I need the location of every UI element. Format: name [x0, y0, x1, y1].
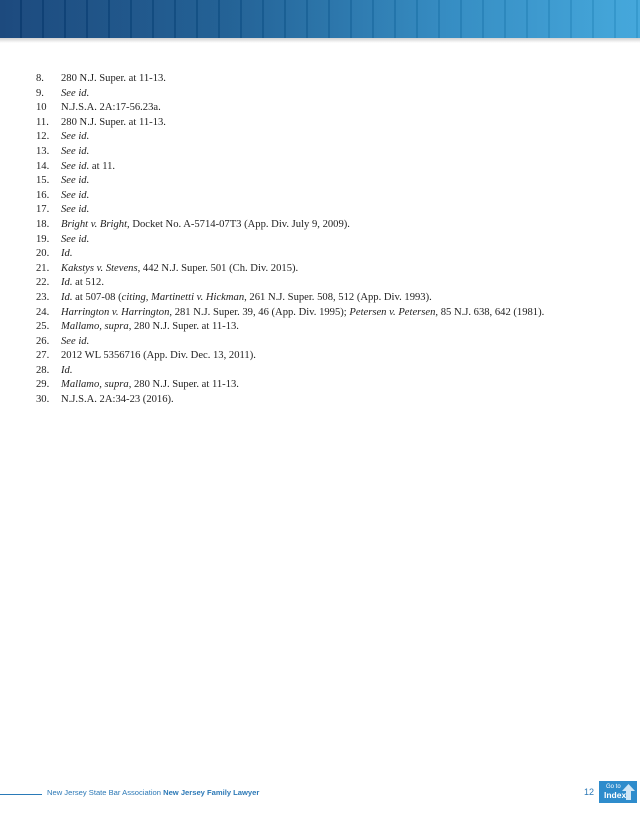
- endnote-number: 26.: [36, 335, 50, 347]
- endnote-italic-text: Mallamo, supra: [61, 379, 129, 391]
- endnote-number: 19.: [36, 233, 50, 245]
- endnote-text: [61, 276, 104, 291]
- endnote-italic-text: See id.: [61, 335, 90, 347]
- endnote-number: 15.: [36, 175, 50, 187]
- endnote-plain-text: , 442 N.J. Super. 501 (Ch. Div. 2015).: [137, 262, 299, 274]
- header-banner: [0, 0, 640, 38]
- endnote-item: [36, 116, 596, 131]
- endnote-item: [36, 233, 596, 248]
- endnote-item: [36, 306, 596, 321]
- endnote-item: [36, 262, 596, 277]
- endnote-number: 20.: [36, 248, 50, 260]
- endnote-text: [61, 203, 89, 218]
- endnote-text: [61, 393, 174, 408]
- endnote-item: [36, 291, 596, 306]
- endnote-number: 28.: [36, 364, 50, 376]
- endnote-text: [61, 320, 239, 335]
- endnote-plain-text: , Docket No. A-5714-07T3 (App. Div. July 9, 2009).: [127, 218, 350, 230]
- endnote-number: 13.: [36, 145, 50, 157]
- endnote-plain-text: , 280 N.J. Super. at 11-13.: [128, 379, 239, 391]
- endnote-plain-text: at 507-08 (: [72, 291, 122, 303]
- endnote-item: [36, 160, 596, 175]
- endnote-plain-text: , 280 N.J. Super. at 11-13.: [128, 321, 239, 333]
- endnote-number: 17.: [36, 204, 50, 216]
- endnote-number: 9.: [36, 87, 44, 99]
- endnote-item: [36, 87, 596, 102]
- endnote-item: [36, 247, 596, 262]
- page-number: 12: [583, 787, 594, 797]
- footer-journal: New Jersey Family Lawyer: [163, 788, 260, 797]
- endnote-text: [61, 87, 89, 102]
- endnote-italic-text: See id.: [61, 204, 90, 216]
- endnote-number: 22.: [36, 277, 50, 289]
- endnote-plain-text: , 261 N.J. Super. 508, 512 (App. Div. 1993).: [244, 291, 432, 303]
- arrow-up-icon: [622, 784, 635, 800]
- endnote-italic-text: See id.: [61, 189, 90, 201]
- endnote-number: 8.: [36, 73, 44, 84]
- index-label: Index: [604, 790, 627, 800]
- footer-publication: [47, 788, 259, 797]
- endnote-number: 16.: [36, 189, 50, 201]
- endnote-text: [61, 364, 72, 379]
- endnote-text: [61, 72, 166, 87]
- endnote-plain-text: , 281 N.J. Super. 39, 46 (App. Div. 1995);: [169, 306, 350, 318]
- endnote-item: [36, 364, 596, 379]
- go-to-label: Go to: [606, 784, 621, 790]
- endnote-number: 25.: [36, 321, 50, 333]
- endnote-text: [61, 145, 89, 160]
- endnotes-list: [36, 72, 596, 408]
- endnote-number: 27.: [36, 350, 50, 362]
- endnote-italic-text: See id.: [61, 175, 90, 187]
- endnote-item: [36, 145, 596, 160]
- endnote-italic-text: Id.: [61, 291, 73, 303]
- endnote-italic-text: Bright v. Bright: [61, 218, 128, 230]
- endnote-item: [36, 349, 596, 364]
- endnote-number: 30.: [36, 394, 50, 406]
- endnote-number: 24.: [36, 306, 50, 318]
- footer-association: New Jersey State Bar Association: [47, 788, 161, 797]
- endnote-plain-text: 280 N.J. Super. at 11-13.: [61, 73, 166, 84]
- endnote-text: [61, 160, 115, 175]
- endnote-plain-text: N.J.S.A. 2A:17-56.23a.: [61, 102, 161, 114]
- endnote-italic-text: Mallamo, supra: [61, 321, 129, 333]
- endnote-italic-text: Harrington v. Harrington: [61, 306, 170, 318]
- endnote-italic-text: Kakstys v. Stevens: [61, 262, 138, 274]
- endnote-plain-text: at 512.: [72, 277, 104, 289]
- endnote-item: [36, 276, 596, 291]
- endnote-italic-text: See id.: [61, 131, 90, 143]
- endnote-number: 23.: [36, 291, 50, 303]
- endnote-italic-text: See id.: [61, 233, 90, 245]
- endnote-number: 29.: [36, 379, 50, 391]
- endnote-item: [36, 130, 596, 145]
- endnote-plain-text: N.J.S.A. 2A:34-23 (2016).: [61, 394, 174, 406]
- endnote-item: [36, 335, 596, 350]
- endnote-italic-text: Id.: [61, 248, 73, 260]
- endnote-text: [61, 189, 89, 204]
- endnote-item: [36, 203, 596, 218]
- endnote-text: [61, 116, 166, 131]
- endnote-item: [36, 174, 596, 189]
- endnote-text: [61, 101, 161, 116]
- endnote-plain-text: 2012 WL 5356716 (App. Div. Dec. 13, 2011).: [61, 350, 256, 362]
- endnote-item: [36, 72, 596, 87]
- endnote-text: [61, 218, 350, 233]
- endnote-italic-text: See id.: [61, 145, 90, 157]
- endnote-text: [61, 233, 89, 248]
- endnote-italic-text: citing, Martinetti v. Hickman: [121, 291, 245, 303]
- go-to-index-button[interactable]: [599, 781, 637, 803]
- endnote-text: [61, 349, 256, 364]
- endnote-plain-text: at 11.: [89, 160, 116, 172]
- endnote-item: [36, 189, 596, 204]
- endnote-italic-text: Petersen v. Petersen: [349, 306, 436, 318]
- endnote-plain-text: , 85 N.J. 638, 642 (1981).: [435, 306, 545, 318]
- endnote-number: 12.: [36, 131, 50, 143]
- endnote-italic-text: Id.: [61, 364, 73, 376]
- endnote-text: [61, 378, 239, 393]
- endnote-number: 10: [36, 102, 47, 114]
- endnote-text: [61, 247, 72, 262]
- endnote-text: [61, 174, 89, 189]
- endnote-item: [36, 101, 596, 116]
- footer-rule: [0, 794, 42, 795]
- endnote-text: [61, 335, 89, 350]
- endnote-text: [61, 130, 89, 145]
- endnote-italic-text: See id.: [61, 87, 90, 99]
- endnote-number: 18.: [36, 218, 50, 230]
- endnote-number: 14.: [36, 160, 50, 172]
- endnote-item: [36, 320, 596, 335]
- endnote-text: [61, 291, 432, 306]
- endnote-italic-text: Id.: [61, 277, 73, 289]
- endnote-italic-text: See id.: [61, 160, 90, 172]
- header-shadow: [0, 38, 640, 43]
- endnote-item: [36, 393, 596, 408]
- endnote-number: 11.: [36, 116, 49, 128]
- endnote-plain-text: 280 N.J. Super. at 11-13.: [61, 116, 166, 128]
- endnote-item: [36, 378, 596, 393]
- endnote-text: [61, 306, 544, 321]
- endnote-text: [61, 262, 298, 277]
- endnote-number: 21.: [36, 262, 50, 274]
- header-pattern: [0, 0, 640, 38]
- endnote-item: [36, 218, 596, 233]
